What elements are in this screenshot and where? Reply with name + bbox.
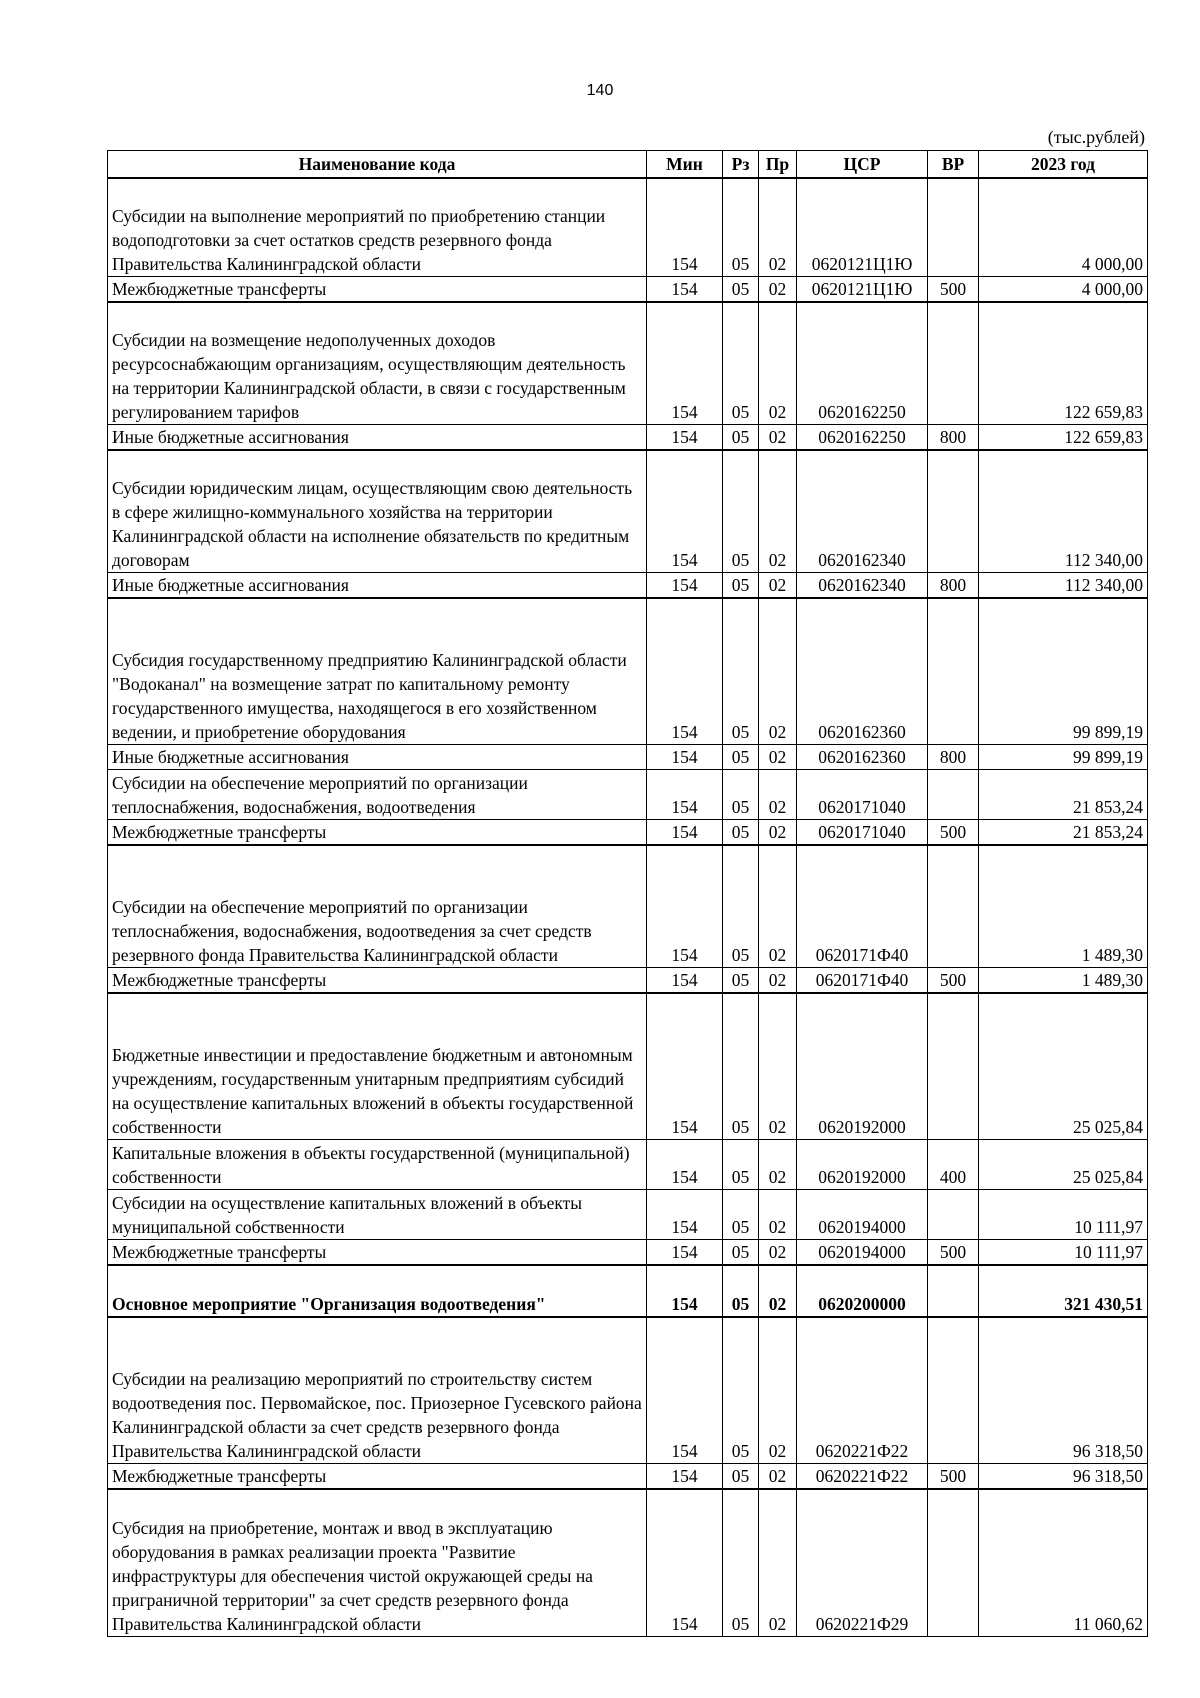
cell-vr: 800 (928, 573, 979, 599)
table-header-row (108, 151, 1148, 179)
header-pr: Пр (759, 151, 797, 179)
cell-name: Субсидии юридическим лицам, осуществляющим свою деятельность в сфере жилищно-коммунального хозяйства на территории Калининградской области на исполнение обязательств по кредитным договорам (108, 450, 647, 573)
cell-min: 154 (647, 450, 723, 573)
cell-vr (928, 1489, 979, 1637)
table-row (108, 178, 1148, 277)
cell-min: 154 (647, 993, 723, 1140)
cell-csr: 0620171Ф40 (797, 968, 928, 994)
table-row (108, 573, 1148, 599)
cell-pr: 02 (759, 1240, 797, 1266)
cell-csr: 0620162360 (797, 745, 928, 770)
cell-vr (928, 845, 979, 968)
cell-pr: 02 (759, 993, 797, 1140)
cell-pr: 02 (759, 1317, 797, 1464)
cell-rz: 05 (723, 1265, 759, 1317)
cell-csr: 0620171040 (797, 820, 928, 846)
cell-amount: 11 060,62 (979, 1489, 1148, 1637)
cell-min: 154 (647, 1489, 723, 1637)
table-row (108, 1140, 1148, 1190)
table-row (108, 845, 1148, 968)
cell-name: Межбюджетные трансферты (108, 277, 647, 303)
cell-rz: 05 (723, 993, 759, 1140)
cell-csr: 0620171040 (797, 770, 928, 820)
cell-rz: 05 (723, 968, 759, 994)
cell-name: Субсидии на реализацию мероприятий по строительству систем водоотведения пос. Первомайское, пос. Приозерное Гусевского района Калининградской области за счет средств резервного фонда Правительства Калининградской области (108, 1317, 647, 1464)
cell-rz: 05 (723, 450, 759, 573)
cell-name: Субсидии на обеспечение мероприятий по организации теплоснабжения, водоснабжения, водоотведения за счет средств резервного фонда Правительства Калининградской области (108, 845, 647, 968)
cell-min: 154 (647, 1464, 723, 1490)
cell-amount: 321 430,51 (979, 1265, 1148, 1317)
cell-min: 154 (647, 820, 723, 846)
cell-amount: 21 853,24 (979, 820, 1148, 846)
cell-min: 154 (647, 745, 723, 770)
cell-pr: 02 (759, 302, 797, 425)
table-row (108, 745, 1148, 770)
cell-name: Субсидии на осуществление капитальных вложений в объекты муниципальной собственности (108, 1190, 647, 1240)
cell-name: Субсидия государственному предприятию Калининградской области "Водоканал" на возмещение затрат по капитальному ремонту государственного имущества, находящегося в его хозяйственном ведении, и приобретение оборудования (108, 598, 647, 745)
cell-vr (928, 450, 979, 573)
cell-rz: 05 (723, 820, 759, 846)
table-row (108, 1240, 1148, 1266)
cell-csr: 0620200000 (797, 1265, 928, 1317)
cell-min: 154 (647, 1140, 723, 1190)
cell-csr: 0620162360 (797, 598, 928, 745)
cell-vr (928, 178, 979, 277)
cell-min: 154 (647, 1265, 723, 1317)
table-row (108, 425, 1148, 451)
header-year: 2023 год (979, 151, 1148, 179)
cell-vr: 500 (928, 277, 979, 303)
cell-name: Субсидия на приобретение, монтаж и ввод в эксплуатацию оборудования в рамках реализации проекта "Развитие инфраструктуры для обеспечения чистой окружающей среды на приграничной территории" за счет средств резервного фонда Правительства Калининградской области (108, 1489, 647, 1637)
cell-name: Основное мероприятие "Организация водоотведения" (108, 1265, 647, 1317)
cell-amount: 112 340,00 (979, 450, 1148, 573)
cell-pr: 02 (759, 1140, 797, 1190)
cell-amount: 112 340,00 (979, 573, 1148, 599)
cell-rz: 05 (723, 178, 759, 277)
cell-csr: 0620221Ф22 (797, 1464, 928, 1490)
budget-table (107, 150, 1148, 1637)
cell-vr: 400 (928, 1140, 979, 1190)
cell-name: Межбюджетные трансферты (108, 1464, 647, 1490)
cell-amount: 21 853,24 (979, 770, 1148, 820)
cell-rz: 05 (723, 573, 759, 599)
table-row (108, 968, 1148, 994)
table-row (108, 277, 1148, 303)
cell-pr: 02 (759, 820, 797, 846)
cell-csr: 0620192000 (797, 993, 928, 1140)
cell-csr: 0620162250 (797, 425, 928, 451)
cell-vr (928, 993, 979, 1140)
page-number: 140 (586, 82, 614, 99)
cell-amount: 96 318,50 (979, 1317, 1148, 1464)
units-label: (тыс.рублей) (1047, 127, 1145, 147)
cell-csr: 0620121Ц1Ю (797, 178, 928, 277)
cell-name: Межбюджетные трансферты (108, 820, 647, 846)
cell-pr: 02 (759, 425, 797, 451)
cell-csr: 0620194000 (797, 1240, 928, 1266)
cell-rz: 05 (723, 277, 759, 303)
cell-name: Субсидии на выполнение мероприятий по приобретению станции водоподготовки за счет остатков средств резервного фонда Правительства Калининградской области (108, 178, 647, 277)
cell-name: Субсидии на обеспечение мероприятий по организации теплоснабжения, водоснабжения, водоотведения (108, 770, 647, 820)
cell-vr (928, 598, 979, 745)
cell-amount: 99 899,19 (979, 598, 1148, 745)
cell-rz: 05 (723, 770, 759, 820)
cell-amount: 96 318,50 (979, 1464, 1148, 1490)
cell-vr (928, 770, 979, 820)
table-row (108, 598, 1148, 745)
cell-rz: 05 (723, 1140, 759, 1190)
cell-pr: 02 (759, 573, 797, 599)
cell-min: 154 (647, 598, 723, 745)
cell-vr: 500 (928, 1464, 979, 1490)
cell-vr: 500 (928, 1240, 979, 1266)
cell-vr (928, 1190, 979, 1240)
cell-vr: 500 (928, 820, 979, 846)
cell-amount: 4 000,00 (979, 178, 1148, 277)
cell-amount: 122 659,83 (979, 425, 1148, 451)
cell-name: Капитальные вложения в объекты государственной (муниципальной) собственности (108, 1140, 647, 1190)
cell-vr: 800 (928, 425, 979, 451)
cell-pr: 02 (759, 1265, 797, 1317)
cell-amount: 1 489,30 (979, 968, 1148, 994)
cell-name: Иные бюджетные ассигнования (108, 425, 647, 451)
cell-pr: 02 (759, 1464, 797, 1490)
cell-rz: 05 (723, 1240, 759, 1266)
cell-rz: 05 (723, 845, 759, 968)
header-vr: ВР (928, 151, 979, 179)
cell-pr: 02 (759, 968, 797, 994)
cell-amount: 25 025,84 (979, 993, 1148, 1140)
table-row (108, 1190, 1148, 1240)
cell-csr: 0620171Ф40 (797, 845, 928, 968)
cell-pr: 02 (759, 178, 797, 277)
cell-csr: 0620121Ц1Ю (797, 277, 928, 303)
header-min: Мин (647, 151, 723, 179)
cell-csr: 0620162340 (797, 450, 928, 573)
cell-name: Иные бюджетные ассигнования (108, 573, 647, 599)
cell-pr: 02 (759, 1489, 797, 1637)
cell-vr: 500 (928, 968, 979, 994)
cell-min: 154 (647, 845, 723, 968)
cell-amount: 99 899,19 (979, 745, 1148, 770)
cell-name: Бюджетные инвестиции и предоставление бюджетным и автономным учреждениям, государственным унитарным предприятиям субсидий на осуществление капитальных вложений в объекты государственной собственности (108, 993, 647, 1140)
table-row (108, 820, 1148, 846)
table-row (108, 450, 1148, 573)
cell-min: 154 (647, 770, 723, 820)
cell-min: 154 (647, 968, 723, 994)
cell-pr: 02 (759, 450, 797, 573)
cell-min: 154 (647, 1240, 723, 1266)
cell-name: Межбюджетные трансферты (108, 968, 647, 994)
header-csr: ЦСР (797, 151, 928, 179)
cell-min: 154 (647, 178, 723, 277)
cell-name: Субсидии на возмещение недополученных доходов ресурсоснабжающим организациям, осуществляющим деятельность на территории Калининградской области, в связи с государственным регулированием тарифов (108, 302, 647, 425)
cell-rz: 05 (723, 1489, 759, 1637)
cell-vr: 800 (928, 745, 979, 770)
table-row (108, 993, 1148, 1140)
cell-rz: 05 (723, 598, 759, 745)
table-row (108, 1489, 1148, 1637)
table-row (108, 302, 1148, 425)
cell-pr: 02 (759, 845, 797, 968)
cell-min: 154 (647, 573, 723, 599)
cell-pr: 02 (759, 770, 797, 820)
cell-rz: 05 (723, 302, 759, 425)
cell-rz: 05 (723, 1464, 759, 1490)
cell-amount: 10 111,97 (979, 1190, 1148, 1240)
cell-csr: 0620162340 (797, 573, 928, 599)
cell-amount: 1 489,30 (979, 845, 1148, 968)
cell-pr: 02 (759, 745, 797, 770)
cell-csr: 0620194000 (797, 1190, 928, 1240)
cell-rz: 05 (723, 745, 759, 770)
header-name: Наименование кода (108, 151, 647, 179)
cell-pr: 02 (759, 598, 797, 745)
cell-name: Иные бюджетные ассигнования (108, 745, 647, 770)
cell-csr: 0620221Ф22 (797, 1317, 928, 1464)
cell-rz: 05 (723, 1190, 759, 1240)
cell-vr (928, 1265, 979, 1317)
cell-rz: 05 (723, 425, 759, 451)
cell-name: Межбюджетные трансферты (108, 1240, 647, 1266)
cell-vr (928, 302, 979, 425)
cell-pr: 02 (759, 1190, 797, 1240)
cell-csr: 0620192000 (797, 1140, 928, 1190)
cell-amount: 25 025,84 (979, 1140, 1148, 1190)
cell-rz: 05 (723, 1317, 759, 1464)
cell-min: 154 (647, 277, 723, 303)
cell-min: 154 (647, 1190, 723, 1240)
cell-csr: 0620221Ф29 (797, 1489, 928, 1637)
cell-amount: 122 659,83 (979, 302, 1148, 425)
cell-amount: 4 000,00 (979, 277, 1148, 303)
cell-csr: 0620162250 (797, 302, 928, 425)
table-row (108, 1317, 1148, 1464)
cell-amount: 10 111,97 (979, 1240, 1148, 1266)
cell-pr: 02 (759, 277, 797, 303)
table-row (108, 770, 1148, 820)
header-rz: Рз (723, 151, 759, 179)
cell-vr (928, 1317, 979, 1464)
table-row (108, 1265, 1148, 1317)
cell-min: 154 (647, 1317, 723, 1464)
cell-min: 154 (647, 302, 723, 425)
cell-min: 154 (647, 425, 723, 451)
table-row (108, 1464, 1148, 1490)
